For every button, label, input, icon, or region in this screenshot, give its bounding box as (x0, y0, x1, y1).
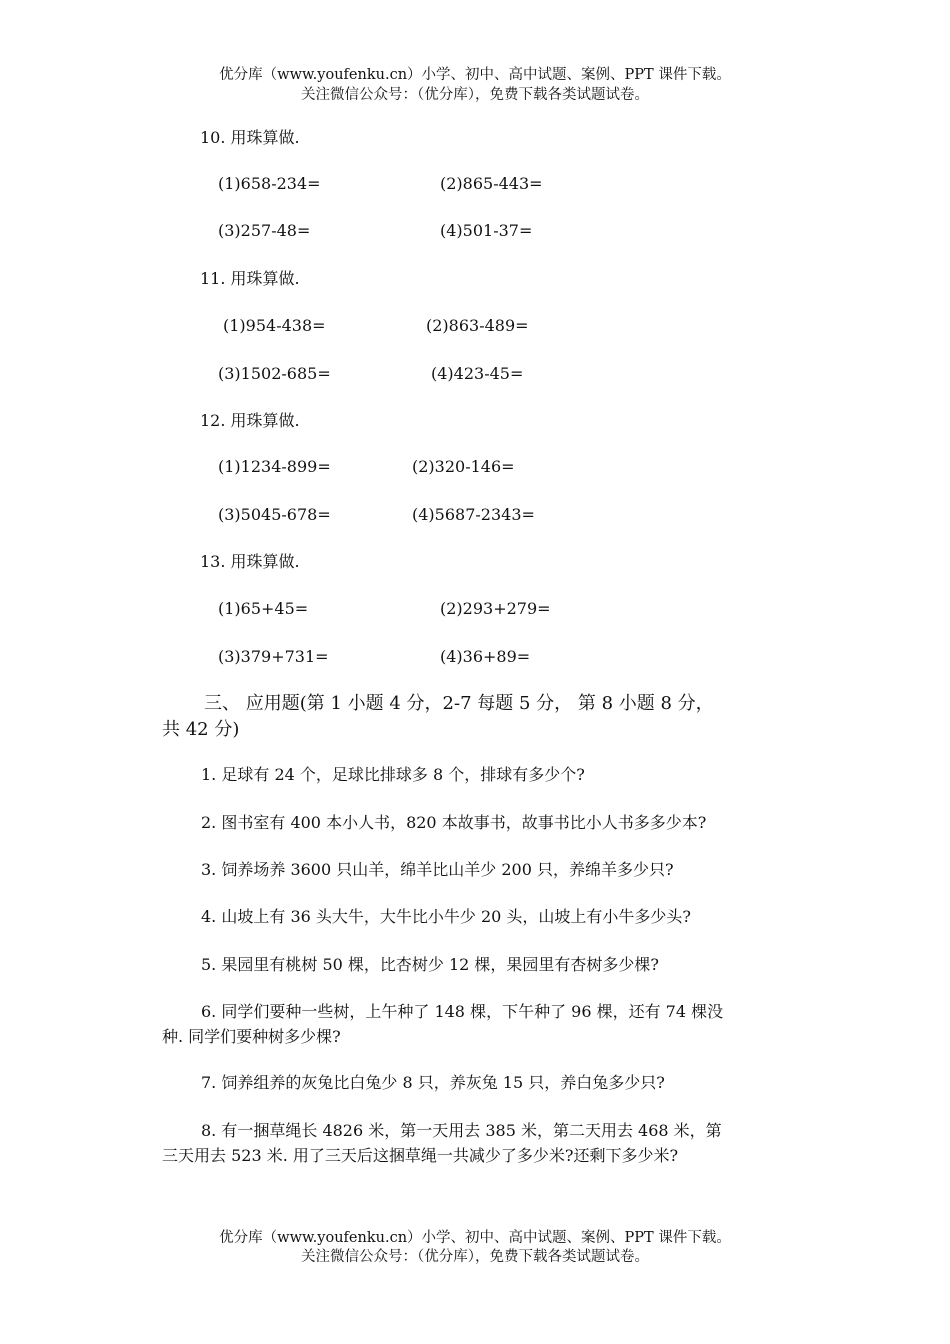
q11-item-3: (3)1502-685= (218, 364, 331, 383)
q12-item-4: (4)5687-2343= (412, 505, 535, 524)
q10-item-1: (1)658-234= (218, 174, 321, 193)
footer-line-2: 关注微信公众号：（优分库），免费下载各类试题试卷。 (301, 1249, 649, 1265)
q12-item-3: (3)5045-678= (218, 505, 331, 524)
footer-line-1: 优分库（www.youfenku.cn）小学、初中、高中试题、案例、PPT 课件下载。 (219, 1230, 731, 1246)
q12-item-2: (2)320-146= (412, 457, 515, 476)
application-4: 4. 山坡上有 36 头大牛，大牛比小牛少 20 头，山坡上有小牛多少头? (201, 907, 691, 926)
q10-item-2: (2)865-443= (440, 174, 543, 193)
q10-item-3: (3)257-48= (218, 221, 311, 240)
question-13-title: 13. 用珠算做. (200, 552, 300, 571)
q10-item-4: (4)501-37= (440, 221, 533, 240)
header-line-1: 优分库（www.youfenku.cn）小学、初中、高中试题、案例、PPT 课件下载。 (219, 67, 731, 83)
q13-item-1: (1)65+45= (218, 599, 309, 618)
application-8-line-1: 8. 有一捆草绳长 4826 米，第一天用去 385 米，第二天用去 468 米，第 (201, 1121, 722, 1140)
application-3: 3. 饲养场养 3600 只山羊，绵羊比山羊少 200 只，养绵羊多少只? (201, 860, 674, 879)
question-10-title: 10. 用珠算做. (200, 128, 300, 147)
header-line-2: 关注微信公众号：（优分库），免费下载各类试题试卷。 (301, 87, 649, 103)
application-7: 7. 饲养组养的灰兔比白兔少 8 只，养灰兔 15 只，养白兔多少只? (201, 1073, 665, 1092)
application-5: 5. 果园里有桃树 50 棵，比杏树少 12 棵，果园里有杏树多少棵? (201, 955, 659, 974)
question-11-title: 11. 用珠算做. (200, 269, 300, 288)
application-8-line-2: 三天用去 523 米. 用了三天后这捆草绳一共减少了多少米?还剩下多少米? (162, 1146, 679, 1165)
q12-item-1: (1)1234-899= (218, 457, 331, 476)
q13-item-4: (4)36+89= (440, 647, 531, 666)
application-6-line-1: 6. 同学们要种一些树，上午种了 148 棵，下午种了 96 棵，还有 74 棵没 (201, 1002, 724, 1021)
question-12-title: 12. 用珠算做. (200, 411, 300, 430)
section-3-heading-line-2: 共 42 分) (162, 719, 240, 740)
q13-item-3: (3)379+731= (218, 647, 329, 666)
q11-item-4: (4)423-45= (431, 364, 524, 383)
q13-item-2: (2)293+279= (440, 599, 551, 618)
q11-item-1: (1)954-438= (223, 316, 326, 335)
section-3-heading-line-1: 三、 应用题(第 1 小题 4 分，2-7 每题 5 分， 第 8 小题 8 分， (204, 693, 714, 714)
q11-item-2: (2)863-489= (426, 316, 529, 335)
application-1: 1. 足球有 24 个，足球比排球多 8 个，排球有多少个? (201, 765, 585, 784)
application-2: 2. 图书室有 400 本小人书，820 本故事书，故事书比小人书多多少本? (201, 813, 707, 832)
application-6-line-2: 种. 同学们要种树多少棵? (162, 1027, 341, 1046)
